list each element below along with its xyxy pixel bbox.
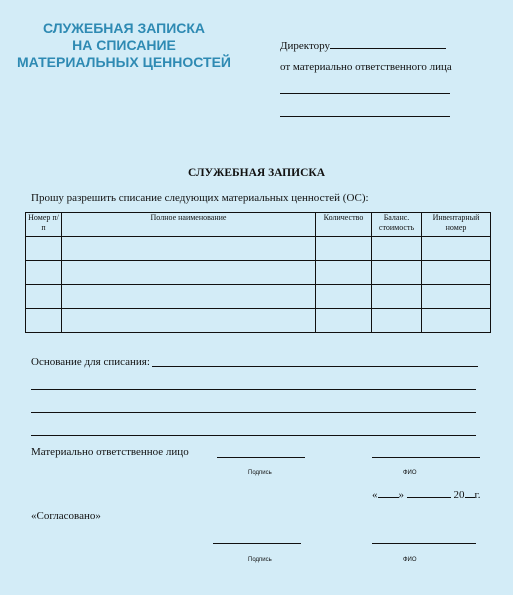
header-num: Номер п/п — [26, 213, 62, 237]
from-name-line-1[interactable] — [280, 93, 450, 94]
approval-name-line[interactable] — [372, 543, 476, 544]
director-name-field[interactable] — [330, 38, 446, 49]
name-caption-2: ФИО — [403, 557, 417, 563]
header-qty: Количество — [316, 213, 372, 237]
date-day-field[interactable] — [378, 487, 399, 498]
cell-name[interactable] — [62, 261, 316, 285]
cell-num[interactable] — [26, 261, 62, 285]
heading-line-2: НА СПИСАНИЕ — [72, 37, 176, 53]
heading-line-3: МАТЕРИАЛЬНЫХ ЦЕННОСТЕЙ — [17, 54, 231, 70]
table-row — [26, 285, 491, 309]
basis-line-4[interactable] — [31, 435, 476, 436]
cell-name[interactable] — [62, 285, 316, 309]
cell-inv[interactable] — [422, 237, 491, 261]
table-row — [26, 261, 491, 285]
cell-num[interactable] — [26, 285, 62, 309]
table-header-row — [26, 213, 491, 237]
basis-label: Основание для списания: — [31, 356, 150, 368]
director-label: Директору — [280, 40, 330, 52]
from-label: от материально ответственного лица — [280, 61, 452, 73]
header-inv: Инвентарный номер — [422, 213, 491, 237]
cell-qty[interactable] — [316, 237, 372, 261]
basis-line-1[interactable] — [152, 366, 478, 367]
cell-qty[interactable] — [316, 261, 372, 285]
cell-num[interactable] — [26, 237, 62, 261]
date-open-quote: « — [372, 489, 378, 501]
basis-line-3[interactable] — [31, 412, 476, 413]
name-caption-1: ФИО — [403, 470, 417, 476]
approved-label: «Согласовано» — [31, 510, 101, 522]
cell-inv[interactable] — [422, 285, 491, 309]
signature-caption-1: Подпись — [248, 470, 272, 476]
signature-caption-2: Подпись — [248, 557, 272, 563]
cell-cost[interactable] — [372, 285, 422, 309]
cell-num[interactable] — [26, 309, 62, 333]
heading-line-1: СЛУЖЕБНАЯ ЗАПИСКА — [42, 20, 206, 36]
table-row — [26, 237, 491, 261]
cell-qty[interactable] — [316, 285, 372, 309]
approval-signature-line[interactable] — [213, 543, 301, 544]
date-year-suffix: г. — [474, 489, 481, 501]
cell-cost[interactable] — [372, 237, 422, 261]
date-close-quote: » — [398, 489, 404, 501]
from-name-line-2[interactable] — [280, 116, 450, 117]
cell-cost[interactable] — [372, 261, 422, 285]
date-line — [372, 487, 481, 501]
responsible-name-line[interactable] — [372, 457, 480, 458]
cell-name[interactable] — [62, 237, 316, 261]
cell-name[interactable] — [62, 309, 316, 333]
header-name: Полное наименование — [62, 213, 316, 237]
cell-qty[interactable] — [316, 309, 372, 333]
intro-text: Прошу разрешить списание следующих материальных ценностей (ОС): — [31, 192, 369, 204]
responsible-label: Материально ответственное лицо — [31, 446, 189, 458]
date-year-prefix: 20 — [453, 489, 465, 501]
basis-line-2[interactable] — [31, 389, 476, 390]
cell-inv[interactable] — [422, 309, 491, 333]
items-table — [25, 212, 491, 333]
memo-title: СЛУЖЕБНАЯ ЗАПИСКА — [187, 167, 326, 179]
date-month-field[interactable] — [407, 487, 451, 498]
header-cost: Баланс. стоимость — [372, 213, 422, 237]
date-year-field[interactable] — [465, 487, 475, 498]
table-row — [26, 309, 491, 333]
cell-cost[interactable] — [372, 309, 422, 333]
addressee-director — [280, 38, 446, 52]
form-heading — [8, 20, 240, 71]
cell-inv[interactable] — [422, 261, 491, 285]
responsible-signature-line[interactable] — [217, 457, 305, 458]
